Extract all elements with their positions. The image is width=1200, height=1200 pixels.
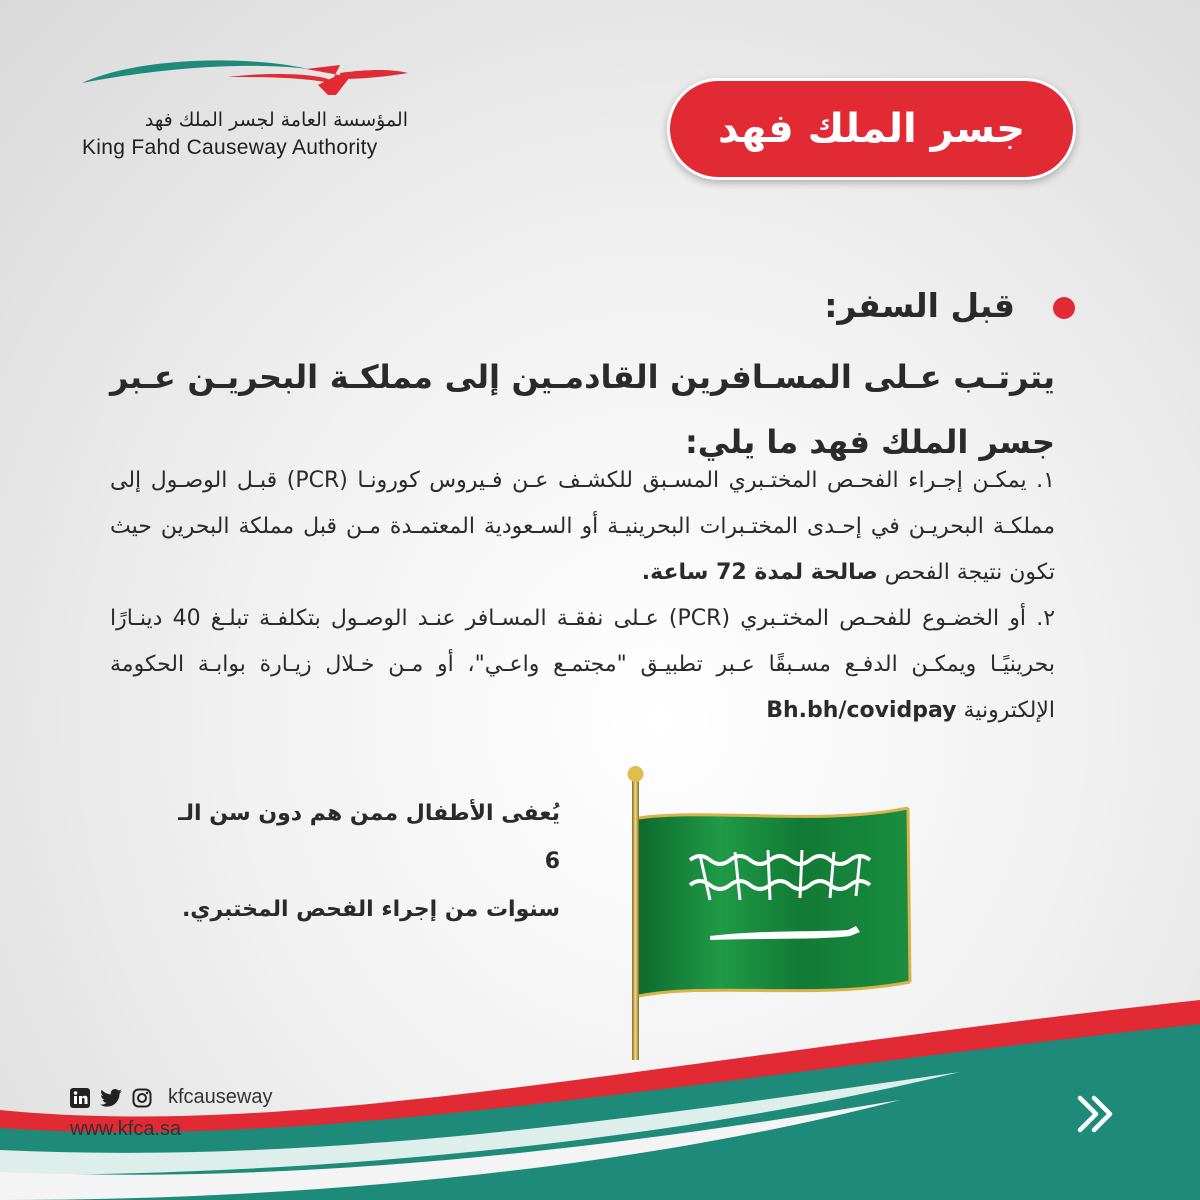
double-chevron-right-icon[interactable] — [1072, 1090, 1120, 1138]
kfca-logo — [70, 55, 420, 165]
social-links — [70, 1086, 273, 1109]
exemption-note — [160, 790, 560, 934]
item-number: ٢. — [1036, 606, 1056, 631]
logo-english-name: King Fahd Causeway Authority — [82, 136, 378, 159]
website-link[interactable]: www.kfca.sa — [70, 1118, 182, 1140]
logo-arabic-name: المؤسسة العامة لجسر الملك فهد — [144, 109, 408, 131]
lead-text: يترتـب عـلى المسـافرين القادمـين إلى مملكـة البحريـن عـبر جسر الملك فهد ما يلي: — [110, 358, 1055, 461]
logo-swoosh-icon — [78, 55, 408, 107]
item-highlight: صالحة لمدة 72 ساعة. — [641, 560, 878, 585]
item-number: ١. — [1036, 468, 1055, 493]
item-highlight: Bh.bh/covidpay — [766, 698, 957, 723]
section-heading: قبل السفر: — [824, 286, 1015, 325]
item-text: أو الخضـوع للفحـص المختـبري (PCR) عـلى نفقـة المسـافر عنـد الوصـول بتكلفـة تبلـغ 40 دينـارًا بحرينيًـا ويمكـن الدفـع مسـبقًا عـبر تطبيـق "مجتمـع واعـي"، أو مـن خـلال زيـارة بوابـة الحكومة الإلكترونية — [110, 606, 1055, 723]
item-text: يمكـن إجـراء الفحـص المختـبري المسـبق للكشـف عـن فـيروس كورونـا (PCR) قبـل الوصـول إلى مملكـة البحريـن في إحـدى المختـبرات البحرينيـة أو السـعودية المعتمـدة مـن قبل مملكة البحرين حيث تكون نتيجة الفحص — [110, 468, 1055, 585]
note-line: يُعفى الأطفال ممن هم دون سن الـ 6 — [178, 801, 560, 874]
bullet-dot-icon — [1053, 297, 1075, 319]
requirements-list — [110, 458, 1055, 734]
list-item — [110, 458, 1055, 596]
twitter-icon[interactable] — [100, 1089, 122, 1107]
note-line: سنوات من إجراء الفحص المختبري. — [181, 897, 560, 922]
instagram-icon[interactable] — [132, 1088, 152, 1108]
linkedin-icon[interactable] — [70, 1088, 90, 1108]
social-handle[interactable]: kfcauseway — [168, 1086, 273, 1108]
list-item — [110, 596, 1055, 734]
page-title: جسر الملك فهد — [667, 78, 1076, 180]
